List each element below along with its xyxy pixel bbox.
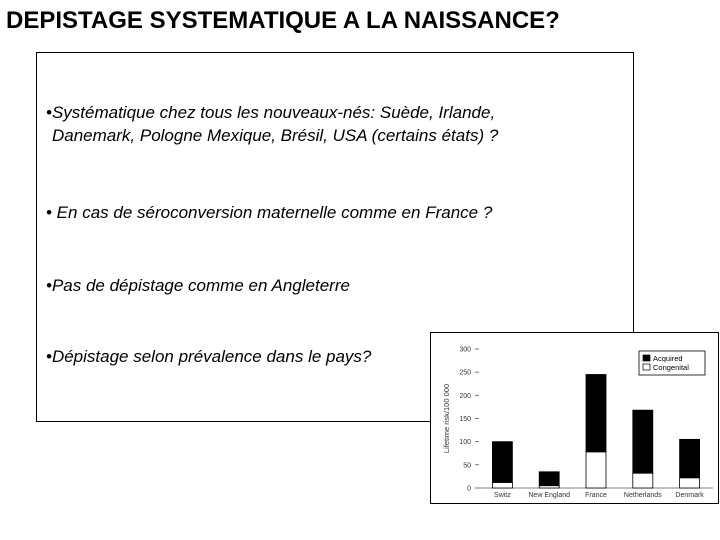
stacked-bar-chart: [431, 333, 718, 503]
bar-congenital-netherlands: [633, 473, 653, 488]
x-tick-label: New England: [528, 492, 571, 499]
legend-swatch-congenital: [643, 364, 650, 370]
y-tick-label: 150: [459, 416, 471, 423]
y-tick-label: 300: [459, 346, 471, 354]
bullet-no-screening: •Pas de dépistage comme en Angleterre: [46, 276, 350, 295]
bar-acquired-switz: [492, 442, 512, 483]
y-tick-label: 200: [459, 392, 471, 400]
bullet-systematic: [46, 101, 498, 147]
bullet-prevalence: •Dépistage selon prévalence dans le pays?: [46, 347, 372, 366]
bar-acquired-netherlands: [633, 410, 653, 473]
chart-frame: [430, 332, 719, 504]
x-tick-label: Denmark: [675, 492, 704, 499]
legend-swatch-acquired: [643, 355, 650, 361]
legend-label-congenital: Congenital: [653, 363, 689, 372]
x-tick-label: Switz: [494, 492, 511, 499]
bullet-systematic-line2: Danemark, Pologne Mexique, Brésil, USA (certains états) ?: [52, 126, 499, 145]
bar-acquired-new-england: [539, 472, 559, 486]
x-tick-label: France: [585, 492, 607, 499]
y-axis-label: Lifetime risk/100 000: [442, 383, 451, 454]
bar-congenital-france: [586, 452, 606, 488]
bar-congenital-denmark: [680, 478, 700, 488]
legend-label-acquired: Acquired: [653, 354, 683, 363]
bar-congenital-switz: [492, 482, 512, 488]
y-tick-label: 250: [459, 369, 471, 377]
y-tick-label: 50: [463, 462, 471, 470]
bar-acquired-denmark: [680, 439, 700, 477]
y-tick-label: 0: [467, 485, 471, 493]
bullet-systematic-line1: •Systématique chez tous les nouveaux-nés: Suède, Irlande,: [46, 103, 496, 122]
bar-acquired-france: [586, 374, 606, 451]
x-tick-label: Netherlands: [623, 492, 662, 499]
bullet-seroconversion: • En cas de séroconversion maternelle comme en France ?: [46, 203, 493, 222]
slide-title: DEPISTAGE SYSTEMATIQUE A LA NAISSANCE?: [6, 7, 560, 34]
y-tick-label: 100: [459, 439, 471, 447]
